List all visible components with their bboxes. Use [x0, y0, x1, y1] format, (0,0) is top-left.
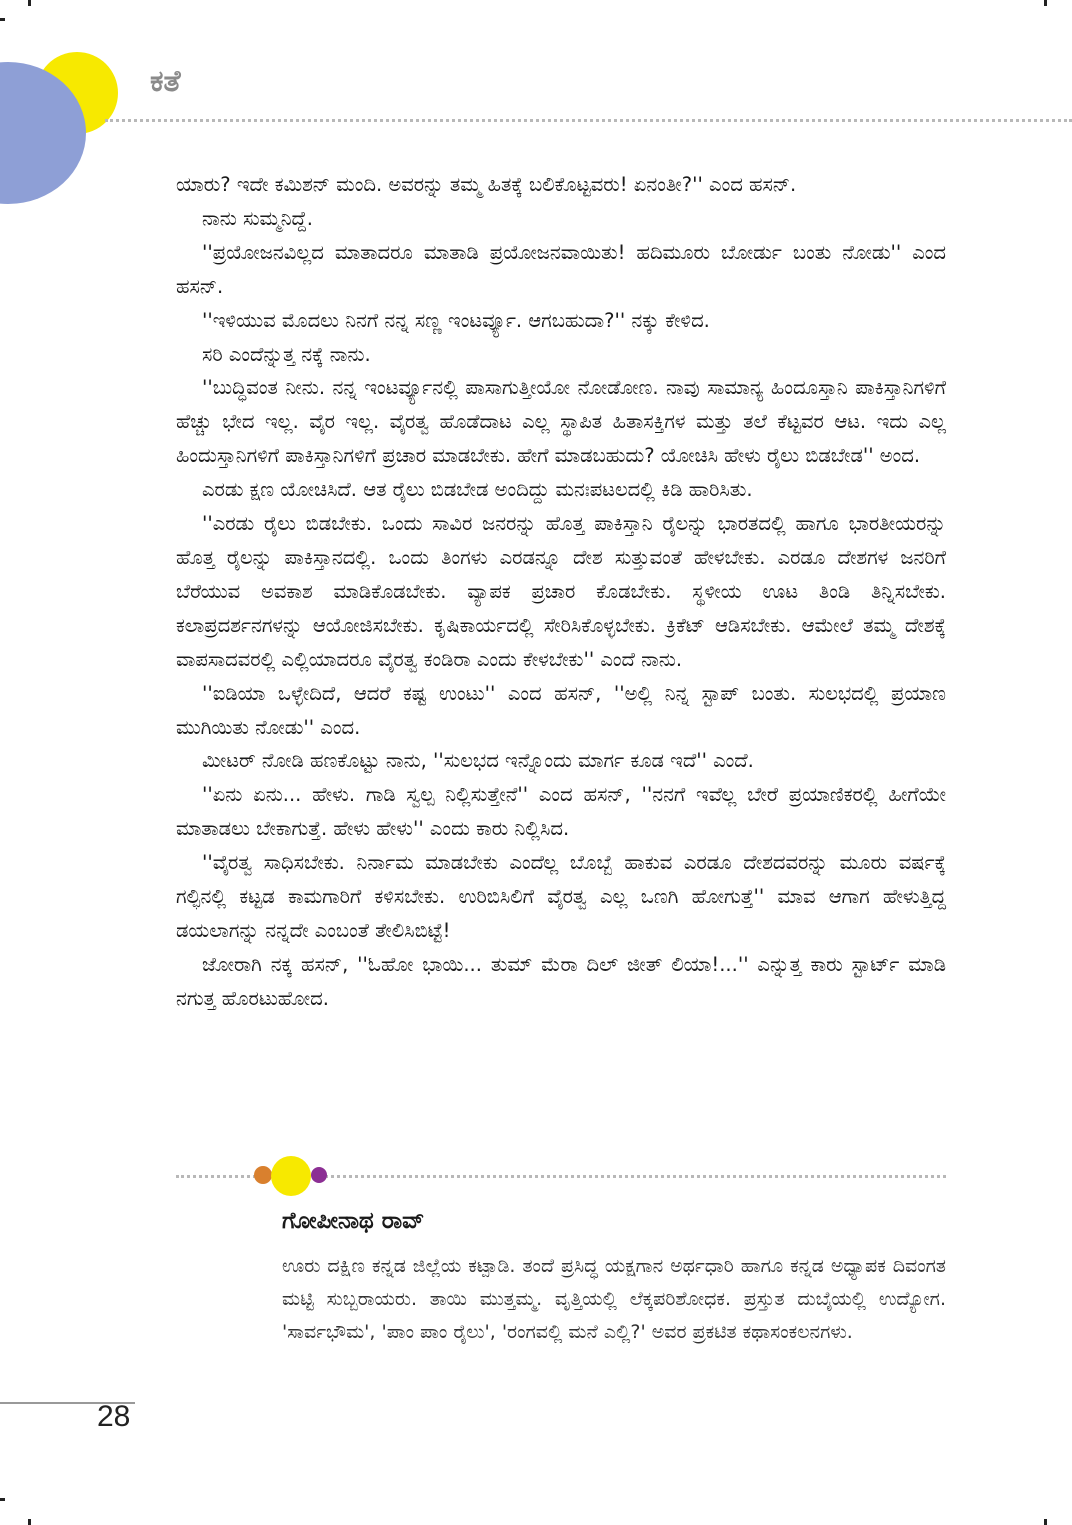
- section-title: ಕತೆ: [150, 64, 181, 99]
- story-paragraph: ನಾನು ಸುಮ್ಮನಿದ್ದೆ.: [202, 206, 313, 230]
- story-paragraph: ಜೋರಾಗಿ ನಕ್ಕ ಹಸನ್, ''ಓಹೋ ಭಾಯಿ... ತುಮ್ ಮೆರಾ ದಿಲ್ ಜೀತ್ ಲಿಯಾ!...'' ಎನ್ನುತ್ತ ಕಾರು ಸ್ಟಾರ್ಟ್ ಮಾಡಿ ನಗುತ್ತ ಹೊರಟುಹೋದ.: [176, 952, 946, 1010]
- story-paragraph: ''ಬುದ್ಧಿವಂತ ನೀನು. ನನ್ನ ಇಂಟರ್ವ್ಯೂನಲ್ಲಿ ಪಾಸಾಗುತ್ತೀಯೋ ನೋಡೋಣ. ನಾವು ಸಾಮಾನ್ಯ ಹಿಂದೂಸ್ತಾನಿ ಪಾಕಿಸ್ತಾನಿಗಳಿಗೆ ಹೆಚ್ಚು ಭೇದ ಇಲ್ಲ. ವೈರ ಇಲ್ಲ. ವೈರತ್ವ ಹೊಡೆದಾಟ ಎಲ್ಲ ಸ್ಥಾಪಿತ ಹಿತಾಸಕ್ತಿಗಳ ಮತ್ತು ತಲೆ ಕೆಟ್ಟವರ ಆಟ. ಇದು ಎಲ್ಲ ಹಿಂದುಸ್ತಾನಿಗಳಿಗೆ ಪಾಕಿಸ್ತಾನಿಗಳಿಗೆ ಪ್ರಚಾರ ಮಾಡಬೇಕು. ಹೇಗೆ ಮಾಡಬಹುದು? ಯೋಚಿಸಿ ಹೇಳು ರೈಲು ಬಿಡಬೇಡ'' ಅಂದ.: [176, 376, 946, 468]
- crop-mark: [0, 1498, 5, 1501]
- story-paragraph: ಮೀಟರ್ ನೋಡಿ ಹಣಕೊಟ್ಟು ನಾನು, ''ಸುಲಭದ ಇನ್ನೊಂದು ಮಾರ್ಗ ಕೂಡ ಇದೆ'' ಎಂದೆ.: [202, 749, 754, 773]
- crop-mark: [1044, 0, 1047, 6]
- story-body: [176, 168, 946, 1016]
- author-name: ಗೋಪೀನಾಥ ರಾವ್: [282, 1208, 425, 1234]
- page-number: 28: [97, 1400, 131, 1433]
- story-paragraph: ಯಾರು? ಇದೇ ಕಮಿಶನ್ ಮಂದಿ. ಅವರನ್ನು ತಮ್ಮ ಹಿತಕ್ಕೆ ಬಲಿಕೊಟ್ಟವರು! ಏನಂತೀ?'' ಎಂದ ಹಸನ್.: [176, 173, 797, 196]
- header-dotted-rule: [105, 119, 1072, 122]
- crop-mark: [28, 1519, 31, 1525]
- divider-purple-dot: [311, 1167, 327, 1183]
- story-paragraph: ''ಪ್ರಯೋಜನವಿಲ್ಲದ ಮಾತಾದರೂ ಮಾತಾಡಿ ಪ್ರಯೋಜನವಾಯಿತು! ಹದಿಮೂರು ಬೋರ್ಡು ಬಂತು ನೋಡು'' ಎಂದ ಹಸನ್.: [176, 240, 946, 298]
- author-bio: ಊರು ದಕ್ಷಿಣ ಕನ್ನಡ ಜಿಲ್ಲೆಯ ಕಟ್ಪಾಡಿ. ತಂದೆ ಪ್ರಸಿದ್ಧ ಯಕ್ಷಗಾನ ಅರ್ಥಧಾರಿ ಹಾಗೂ ಕನ್ನಡ ಅಧ್ಯಾಪಕ ದಿವಂಗತ ಮಟ್ಟಿ ಸುಬ್ಬರಾಯರು. ತಾಯಿ ಮುತ್ತಮ್ಮ. ವೃತ್ತಿಯಲ್ಲಿ ಲೆಕ್ಕಪರಿಶೋಧಕ. ಪ್ರಸ್ತುತ ದುಬೈಯಲ್ಲಿ ಉದ್ಯೋಗ. 'ಸಾರ್ವಭೌಮ', 'ಪಾಂ ಪಾಂ ರೈಲು', 'ರಂಗವಲ್ಲಿ ಮನೆ ಎಲ್ಲಿ?' ಅವರ ಪ್ರಕಟಿತ ಕಥಾಸಂಕಲನಗಳು.: [282, 1255, 946, 1344]
- story-paragraph: ''ಎರಡು ರೈಲು ಬಿಡಬೇಕು. ಒಂದು ಸಾವಿರ ಜನರನ್ನು ಹೊತ್ತ ಪಾಕಿಸ್ತಾನಿ ರೈಲನ್ನು ಭಾರತದಲ್ಲಿ ಹಾಗೂ ಭಾರತೀಯರನ್ನು ಹೊತ್ತ ರೈಲನ್ನು ಪಾಕಿಸ್ತಾನದಲ್ಲಿ. ಒಂದು ತಿಂಗಳು ಎರಡನ್ನೂ ದೇಶ ಸುತ್ತುವಂತೆ ಹೇಳಬೇಕು. ಎರಡೂ ದೇಶಗಳ ಜನರಿಗೆ ಬೆರೆಯುವ ಅವಕಾಶ ಮಾಡಿಕೊಡಬೇಕು. ವ್ಯಾಪಕ ಪ್ರಚಾರ ಕೊಡಬೇಕು. ಸ್ಥಳೀಯ ಊಟ ತಿಂಡಿ ತಿನ್ನಿಸಬೇಕು. ಕಲಾಪ್ರದರ್ಶನಗಳನ್ನು ಆಯೋಜಿಸಬೇಕು. ಕೃಷಿಕಾರ್ಯದಲ್ಲಿ ಸೇರಿಸಿಕೊಳ್ಳಬೇಕು. ಕ್ರಿಕೆಟ್ ಆಡಿಸಬೇಕು. ಆಮೇಲೆ ತಮ್ಮ ದೇಶಕ್ಕೆ ವಾಪಸಾದವರಲ್ಲಿ ಎಲ್ಲಿಯಾದರೂ ವೈರತ್ವ ಕಂಡಿರಾ ಎಂದು ಕೇಳಬೇಕು'' ಎಂದೆ ನಾನು.: [176, 512, 946, 671]
- divider-orange-dot: [254, 1166, 272, 1184]
- story-paragraph: ಸರಿ ಎಂದೆನ್ನುತ್ತ ನಕ್ಕೆ ನಾನು.: [202, 342, 371, 366]
- story-paragraph: ''ಏನು ಏನು... ಹೇಳು. ಗಾಡಿ ಸ್ವಲ್ಪ ನಿಲ್ಲಿಸುತ್ತೇನೆ'' ಎಂದ ಹಸನ್, ''ನನಗೆ ಇವೆಲ್ಲ ಬೇರೆ ಪ್ರಯಾಣಿಕರಲ್ಲಿ ಹೀಗೆಯೇ ಮಾತಾಡಲು ಬೇಕಾಗುತ್ತೆ. ಹೇಳು ಹೇಳು'' ಎಂದು ಕಾರು ನಿಲ್ಲಿಸಿದ.: [176, 783, 946, 841]
- story-paragraph: ''ವೈರತ್ವ ಸಾಧಿಸಬೇಕು. ನಿರ್ನಾಮ ಮಾಡಬೇಕು ಎಂದೆಲ್ಲ ಬೊಬ್ಬೆ ಹಾಕುವ ಎರಡೂ ದೇಶದವರನ್ನು ಮೂರು ವರ್ಷಕ್ಕೆ ಗಲ್ಫಿನಲ್ಲಿ ಕಟ್ಟಡ ಕಾಮಗಾರಿಗೆ ಕಳಿಸಬೇಕು. ಉರಿಬಿಸಿಲಿಗೆ ವೈರತ್ವ ಎಲ್ಲ ಒಣಗಿ ಹೋಗುತ್ತೆ'' ಮಾವ ಆಗಾಗ ಹೇಳುತ್ತಿದ್ದ ಡಯಲಾಗನ್ನು ನನ್ನದೇ ಎಂಬಂತೆ ತೇಲಿಸಿಬಿಟ್ಟೆ!: [176, 851, 946, 942]
- divider-yellow-dot: [271, 1156, 311, 1196]
- crop-mark: [1044, 1519, 1047, 1525]
- story-paragraph: ಎರಡು ಕ್ಷಣ ಯೋಚಿಸಿದೆ. ಆತ ರೈಲು ಬಿಡಬೇಡ ಅಂದಿದ್ದು ಮನಃಪಟಲದಲ್ಲಿ ಕಿಡಿ ಹಾರಿಸಿತು.: [202, 478, 753, 502]
- crop-mark: [0, 18, 5, 21]
- story-paragraph: ''ಐಡಿಯಾ ಒಳ್ಳೇದಿದೆ, ಆದರೆ ಕಷ್ಟ ಉಂಟು'' ಎಂದ ಹಸನ್, ''ಅಲ್ಲಿ ನಿನ್ನ ಸ್ಟಾಪ್ ಬಂತು. ಸುಲಭದಲ್ಲಿ ಪ್ರಯಾಣ ಮುಗಿಯಿತು ನೋಡು'' ಎಂದ.: [176, 681, 946, 739]
- crop-mark: [28, 0, 31, 6]
- story-paragraph: ''ಇಳಿಯುವ ಮೊದಲು ನಿನಗೆ ನನ್ನ ಸಣ್ಣ ಇಂಟರ್ವ್ಯೂ. ಆಗಬಹುದಾ?'' ನಕ್ಕು ಕೇಳಿದ.: [202, 308, 710, 332]
